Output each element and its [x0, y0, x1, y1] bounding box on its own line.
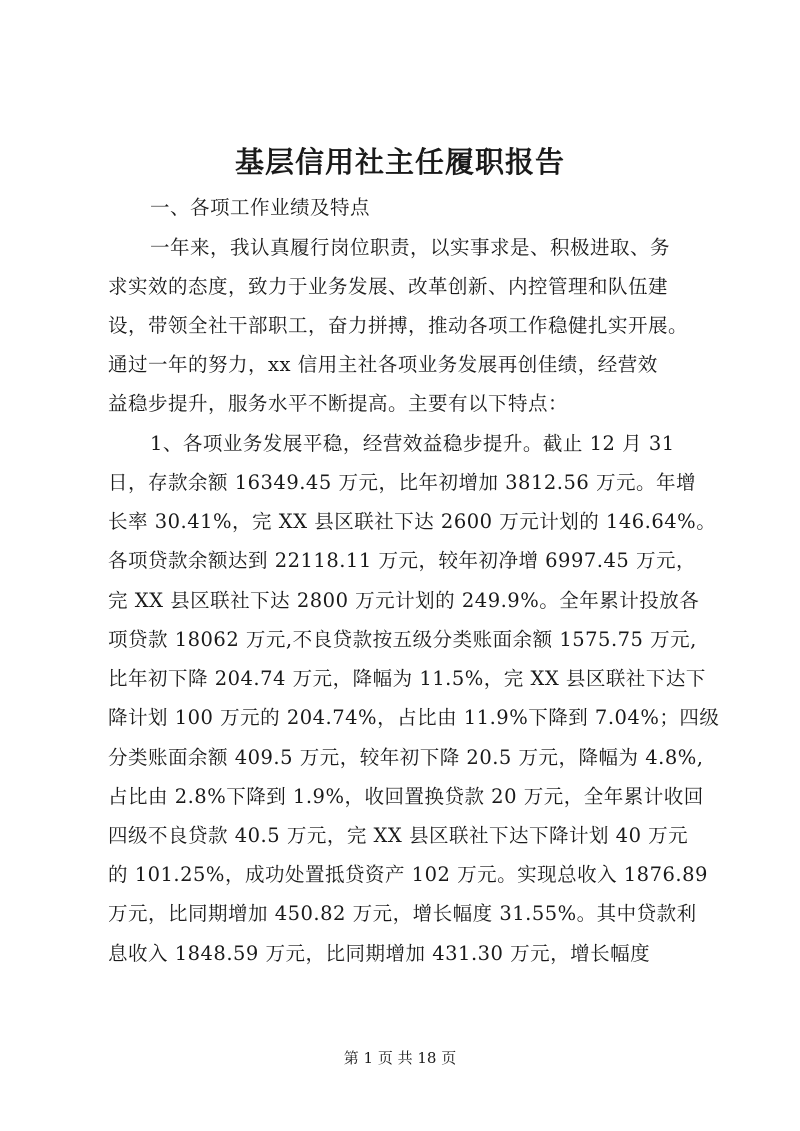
paragraph-line: 日，存款余额 16349.45 万元，比年初增加 3812.56 万元。年增 [108, 471, 696, 494]
paragraph-line: 1、各项业务发展平稳，经营效益稳步提升。截止 12 月 31 [150, 432, 675, 455]
paragraph-line: 设，带领全社干部职工，奋力拼搏，推动各项工作稳健扎实开展。 [108, 314, 689, 337]
paragraph-line: 分类账面余额 409.5 万元，较年初下降 20.5 万元，降幅为 4.8%, [108, 746, 704, 769]
paragraph-line: 四级不良贷款 40.5 万元，完 XX 县区联社下达下降计划 40 万元 [108, 824, 689, 847]
paragraph-line: 万元，比同期增加 450.82 万元，增长幅度 31.55%。其中贷款利 [108, 902, 697, 925]
paragraph-line: 各项贷款余额达到 22118.11 万元，较年初净增 6997.45 万元， [108, 549, 696, 572]
paragraph-line: 项贷款 18062 万元,不良贷款按五级分类账面余额 1575.75 万元, [108, 628, 697, 651]
paragraph-line: 益稳步提升，服务水平不断提高。主要有以下特点： [108, 392, 569, 415]
paragraph-line: 降计划 100 万元的 204.74%，占比由 11.9%下降到 7.04%；四级 [108, 706, 720, 729]
paragraph-line: 比年初下降 204.74 万元，降幅为 11.5%，完 XX 县区联社下达下 [108, 667, 706, 690]
paragraph-line: 长率 30.41%，完 XX 县区联社下达 2600 万元计划的 146.64%。 [108, 510, 717, 533]
paragraph-line: 求实效的态度，致力于业务发展、改革创新、内控管理和队伍建 [108, 275, 669, 298]
paragraph-line: 通过一年的努力，xx 信用主社各项业务发展再创佳绩，经营效 [108, 353, 658, 376]
document-title: 基层信用社主任履职报告 [234, 145, 565, 179]
paragraph-line: 息收入 1848.59 万元，比同期增加 431.30 万元，增长幅度 [108, 942, 651, 965]
paragraph-line: 一年来，我认真履行岗位职责，以实事求是、积极进取、务 [150, 236, 671, 259]
paragraph-line: 的 101.25%，成功处置抵贷资产 102 万元。实现总收入 1876.89 [108, 863, 708, 886]
paragraph-line: 完 XX 县区联社下达 2800 万元计划的 249.9%。全年累计投放各 [108, 589, 700, 612]
section-heading: 一、各项工作业绩及特点 [150, 196, 371, 219]
paragraph-line: 占比由 2.8%下降到 1.9%，收回置换贷款 20 万元，全年累计收回 [108, 785, 704, 808]
page-number: 第 1 页 共 18 页 [343, 1049, 457, 1067]
